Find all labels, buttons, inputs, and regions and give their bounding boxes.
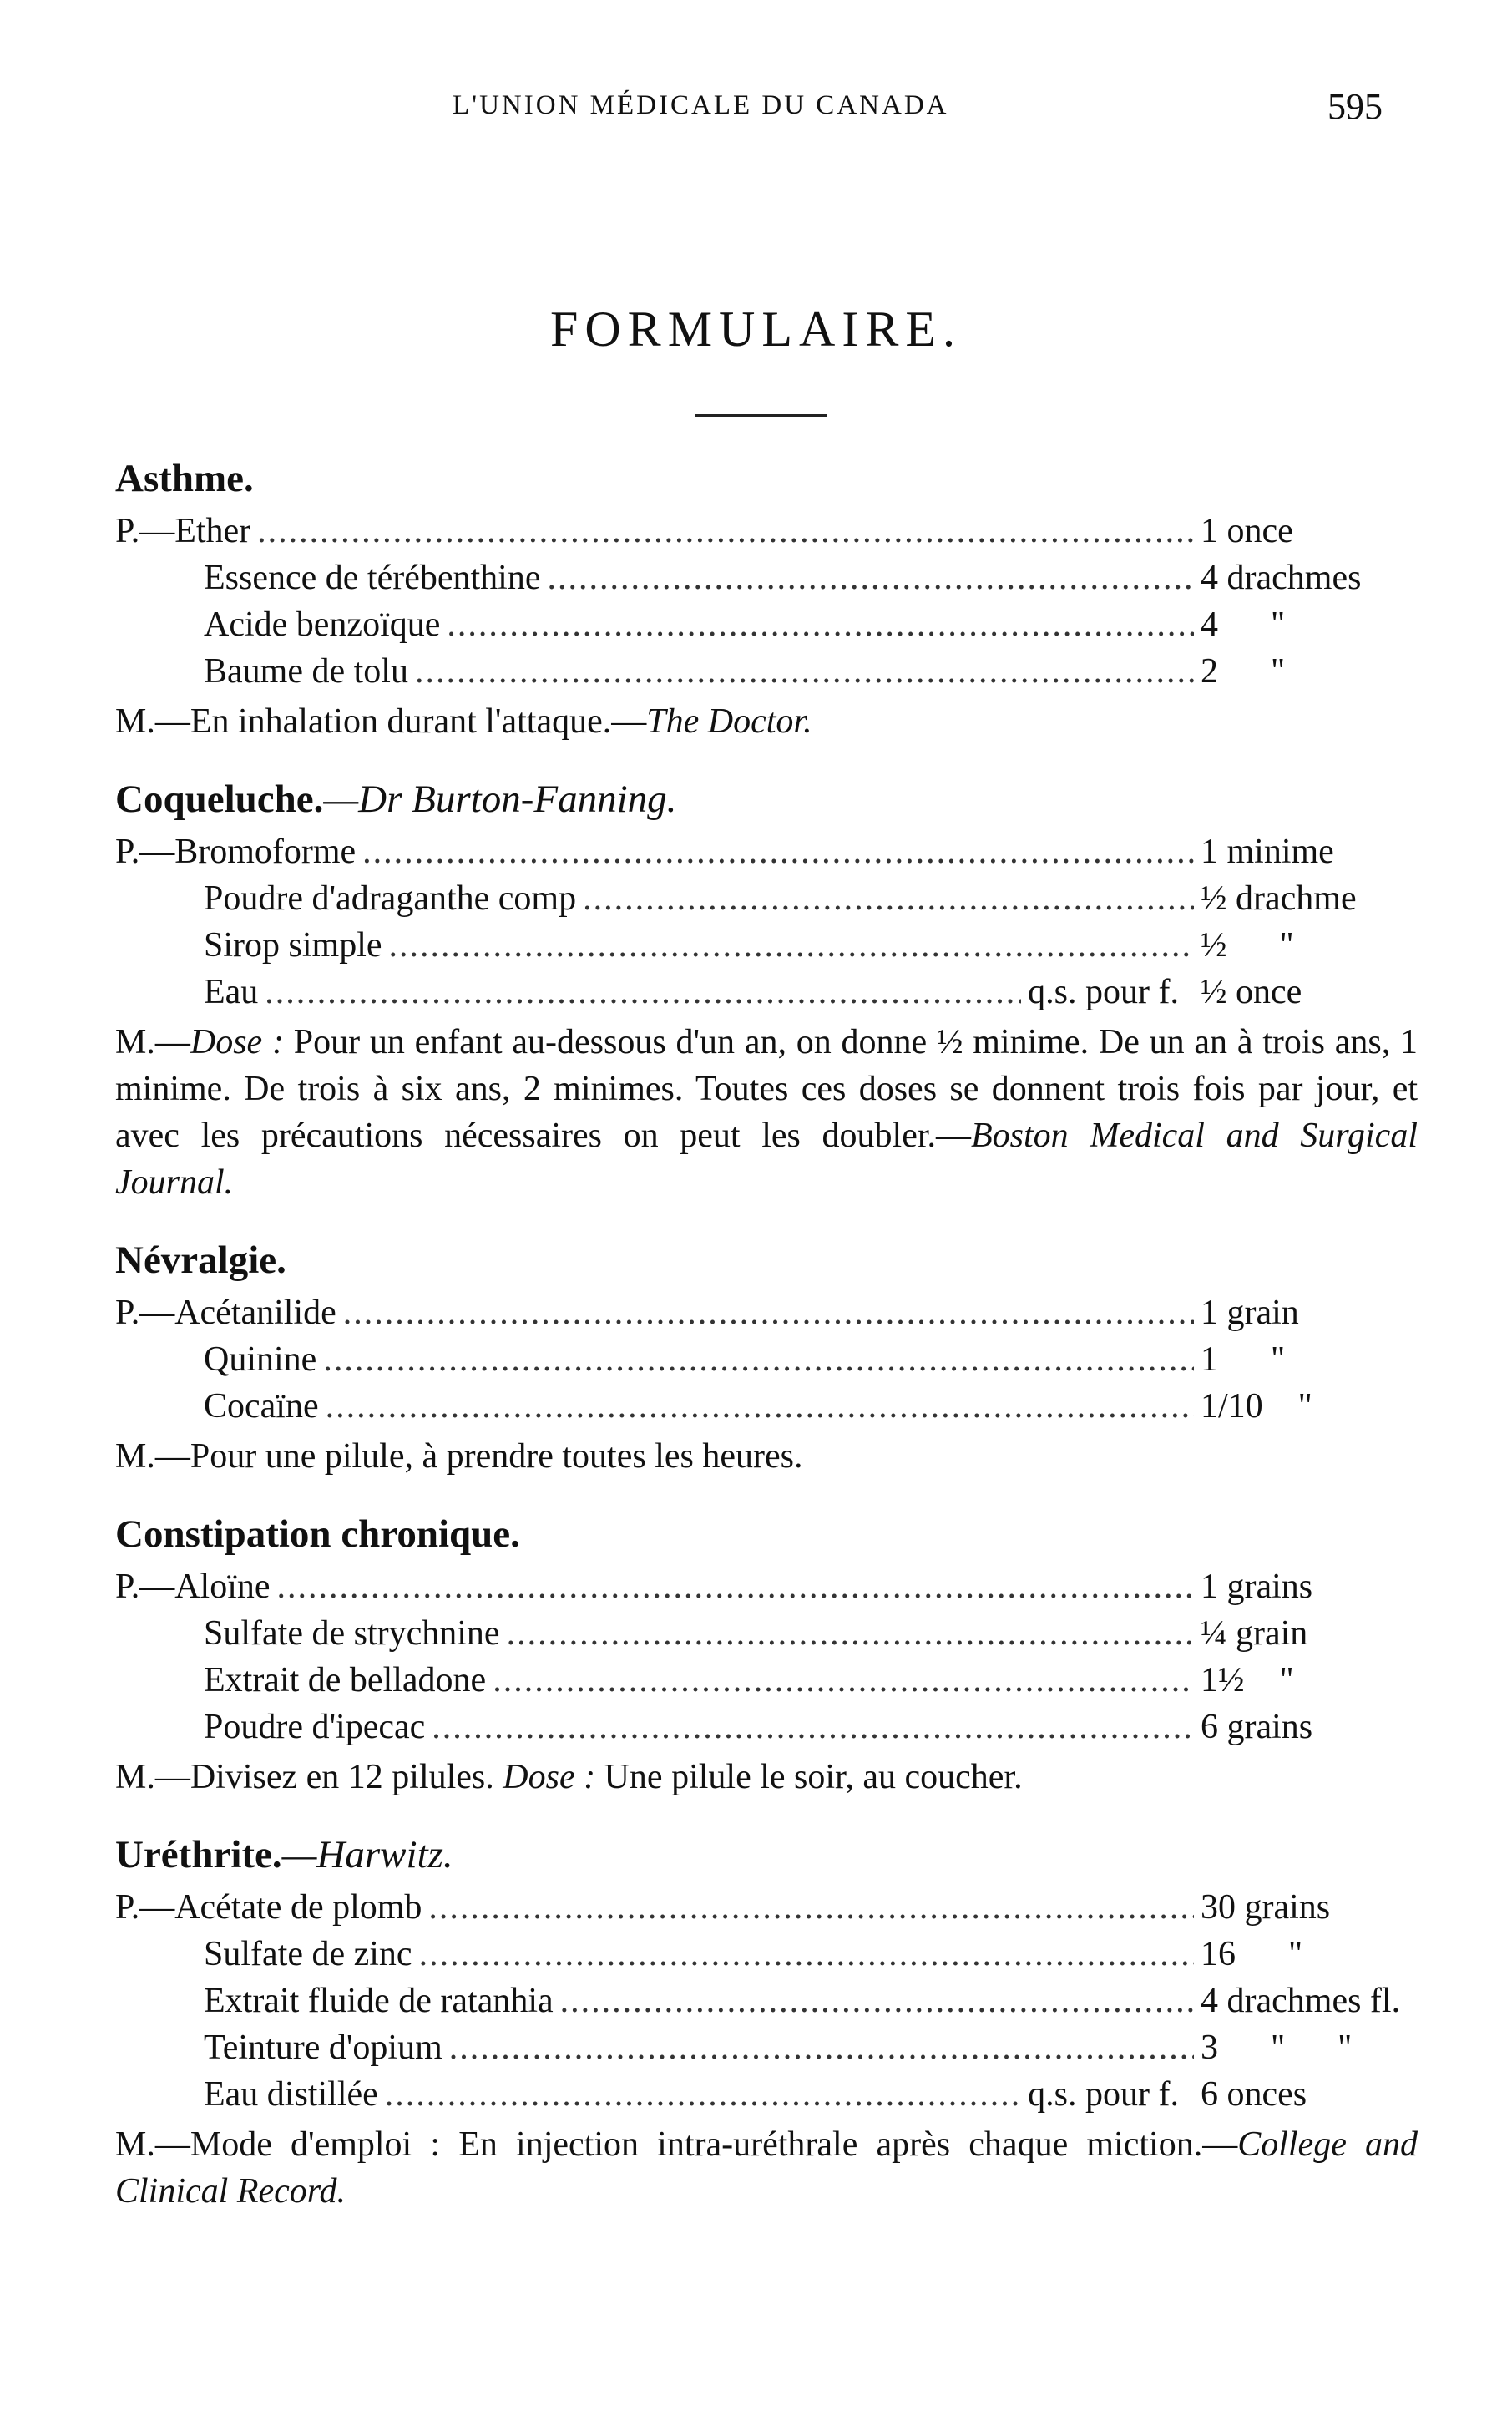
ingredient-name: Acétate de plomb — [174, 1888, 422, 1927]
ingredient-name: Quinine — [204, 1340, 317, 1379]
ingredient — [115, 1289, 336, 1336]
dot-leader — [419, 1931, 1194, 1978]
dot-leader — [583, 875, 1194, 922]
ingredient-line — [115, 969, 1418, 1016]
preparation-note — [115, 2121, 1418, 2215]
ingredient-quantity: 1 once — [1201, 512, 1293, 550]
prescription-prefix: P.— — [115, 1888, 175, 1927]
ingredient-quantity: 4 " — [1201, 605, 1286, 644]
ingredient-name: Poudre d'adraganthe comp — [204, 879, 577, 918]
ingredient-line — [115, 1610, 1418, 1657]
prescription-prefix: P.— — [115, 512, 175, 550]
ingredient-name: Sulfate de zinc — [204, 1935, 412, 1973]
section-name: Coqueluche. — [115, 777, 324, 821]
title-divider — [695, 414, 827, 417]
dot-leader — [385, 2071, 1021, 2118]
ingredient-line — [115, 2024, 1418, 2071]
section-title — [115, 1505, 1418, 1563]
ingredient-line — [115, 601, 1418, 648]
ingredient-quantity: 1/10 " — [1201, 1387, 1312, 1426]
ingredient-name: Extrait fluide de ratanhia — [204, 1982, 554, 2020]
formula-section — [115, 1826, 1418, 2215]
section-name: Névralgie. — [115, 1238, 286, 1282]
ingredient-name: Aloïne — [174, 1568, 271, 1606]
running-title: L'UNION MÉDICALE DU CANADA — [453, 90, 949, 120]
ingredient-name: Eau distillée — [204, 2075, 378, 2114]
ingredient — [204, 601, 440, 648]
dot-leader — [493, 1657, 1194, 1704]
source-citation: Boston Medical and Surgical Journal. — [115, 1117, 1418, 1202]
ingredient-quantity: 3 " " — [1201, 2028, 1353, 2067]
ingredient-quantity: 6 onces — [1201, 2075, 1307, 2114]
ingredient — [204, 2071, 378, 2118]
ingredient-line — [115, 875, 1418, 922]
section-author: —Dr Burton-Fanning. — [323, 777, 677, 821]
section-title — [115, 449, 1418, 508]
ingredient-quantity: 1 minime — [1201, 833, 1334, 871]
ingredient-quantity: 4 drachmes — [1201, 559, 1362, 597]
quantity-qualifier: q.s. pour f. — [1028, 973, 1179, 1011]
ingredient-name: Teinture d'opium — [204, 2028, 442, 2067]
page-title: FORMULAIRE. — [549, 301, 963, 357]
preparation-note — [115, 1754, 1418, 1801]
ingredient-line — [115, 1563, 1418, 1610]
ingredient-quantity: 4 drachmes fl. — [1201, 1982, 1401, 2020]
dot-leader — [447, 601, 1194, 648]
ingredient — [204, 1978, 554, 2024]
ingredient-line — [115, 1978, 1418, 2024]
dot-leader — [415, 648, 1194, 695]
ingredient-line — [115, 1884, 1418, 1931]
dose-label: Dose : — [190, 1023, 284, 1061]
page-header — [0, 86, 1512, 140]
note-text-continued: Une pilule le soir, au coucher. — [595, 1758, 1023, 1796]
ingredient — [204, 1383, 319, 1430]
ingredient-quantity: ½ " — [1201, 926, 1294, 965]
ingredient — [204, 1336, 316, 1383]
formula-section — [115, 1505, 1418, 1801]
ingredient-line — [115, 1383, 1418, 1430]
ingredient-name: Cocaïne — [204, 1387, 319, 1426]
ingredient-quantity: 1½ " — [1201, 1661, 1294, 1699]
section-name: Uréthrite. — [115, 1833, 282, 1877]
note-text: M.—Divisez en 12 pilules. — [115, 1758, 503, 1796]
ingredient-quantity: 16 " — [1201, 1935, 1303, 1973]
ingredient — [115, 828, 356, 875]
note-text: M.—Pour une pilule, à prendre toutes les heures. — [115, 1437, 803, 1476]
ingredient — [204, 922, 382, 969]
section-name: Asthme. — [115, 457, 254, 500]
dot-leader — [507, 1610, 1194, 1657]
preparation-note — [115, 1433, 1418, 1480]
dot-leader — [547, 555, 1194, 601]
ingredient-line — [115, 648, 1418, 695]
ingredient-line — [115, 1931, 1418, 1978]
ingredient-line — [115, 922, 1418, 969]
ingredient-line — [115, 1657, 1418, 1704]
ingredient-line — [115, 1336, 1418, 1383]
ingredient — [115, 1884, 422, 1931]
section-name: Constipation chronique. — [115, 1512, 520, 1556]
ingredient — [204, 969, 258, 1016]
prescription-prefix: P.— — [115, 1568, 175, 1606]
ingredient-name: Bromoforme — [174, 833, 357, 871]
section-title — [115, 770, 1418, 828]
ingredient-quantity: 2 " — [1201, 652, 1286, 691]
dot-leader — [343, 1289, 1194, 1336]
quantity-qualifier: q.s. pour f. — [1028, 2075, 1179, 2114]
dot-leader — [257, 508, 1194, 555]
ingredient-quantity: 1 " — [1201, 1340, 1286, 1379]
ingredient-quantity: ½ once — [1201, 973, 1302, 1011]
ingredient-name: Acide benzoïque — [204, 605, 441, 644]
formula-section — [115, 1231, 1418, 1480]
ingredient — [204, 875, 576, 922]
ingredient-name: Baume de tolu — [204, 652, 408, 691]
note-text: M.—En inhalation durant l'attaque.— — [115, 702, 647, 741]
dot-leader — [428, 1884, 1194, 1931]
section-title — [115, 1231, 1418, 1289]
dot-leader — [265, 969, 1021, 1016]
ingredient-line — [115, 1289, 1418, 1336]
prescription-prefix: P.— — [115, 833, 175, 871]
ingredient — [204, 1931, 412, 1978]
ingredient — [204, 2024, 442, 2071]
preparation-note — [115, 1019, 1418, 1206]
note-text-continued: Pour un enfant au-dessous d'un an, on donne ½ minime. De un an à trois ans, 1 minime. De trois à six ans, 2 minimes. Toutes ces doses se donnent trois fois par jour, et avec les précautions nécessaires on peut les doubler.— — [115, 1023, 1418, 1155]
ingredient-name: Ether — [174, 512, 251, 550]
ingredient — [204, 648, 408, 695]
dot-leader — [326, 1383, 1194, 1430]
dot-leader — [449, 2024, 1194, 2071]
ingredient-name: Sulfate de strychnine — [204, 1614, 500, 1653]
ingredient — [204, 1657, 486, 1704]
page-number: 595 — [1327, 86, 1383, 127]
ingredient-name: Poudre d'ipecac — [204, 1708, 426, 1746]
preparation-note — [115, 698, 1418, 745]
ingredient-name: Extrait de belladone — [204, 1661, 487, 1699]
ingredient — [204, 555, 540, 601]
ingredient — [204, 1610, 500, 1657]
note-text: M.— — [115, 1023, 190, 1061]
ingredient-name: Acétanilide — [174, 1294, 336, 1332]
section-title — [115, 1826, 1418, 1884]
ingredient-line — [115, 508, 1418, 555]
ingredient-name: Sirop simple — [204, 926, 382, 965]
source-citation: The Doctor. — [646, 702, 812, 741]
note-text: M.—Mode d'emploi : En injection intra-uréthrale après chaque miction.— — [115, 2125, 1238, 2164]
prescription-prefix: P.— — [115, 1294, 175, 1332]
ingredient-line — [115, 2071, 1418, 2118]
ingredient-quantity: 30 grains — [1201, 1888, 1331, 1927]
source-citation: College and Clinical Record. — [115, 2125, 1418, 2211]
dot-leader — [432, 1704, 1194, 1750]
formulary-body — [115, 449, 1418, 2240]
dot-leader — [362, 828, 1194, 875]
dose-label: Dose : — [503, 1758, 596, 1796]
ingredient — [115, 508, 250, 555]
formula-section — [115, 449, 1418, 745]
dot-leader — [323, 1336, 1194, 1383]
dot-leader — [389, 922, 1194, 969]
ingredient-quantity: ¼ grain — [1201, 1614, 1308, 1653]
ingredient — [204, 1704, 425, 1750]
ingredient-quantity: ½ drachme — [1201, 879, 1357, 918]
ingredient — [115, 1563, 271, 1610]
ingredient-line — [115, 1704, 1418, 1750]
dot-leader — [277, 1563, 1194, 1610]
ingredient-quantity: 1 grains — [1201, 1568, 1313, 1606]
formula-section — [115, 770, 1418, 1206]
ingredient-quantity: 6 grains — [1201, 1708, 1313, 1746]
ingredient-quantity: 1 grain — [1201, 1294, 1299, 1332]
section-author: —Harwitz. — [281, 1833, 453, 1877]
ingredient-name: Eau — [204, 973, 259, 1011]
ingredient-line — [115, 555, 1418, 601]
ingredient-line — [115, 828, 1418, 875]
dot-leader — [560, 1978, 1194, 2024]
ingredient-name: Essence de térébenthine — [204, 559, 541, 597]
